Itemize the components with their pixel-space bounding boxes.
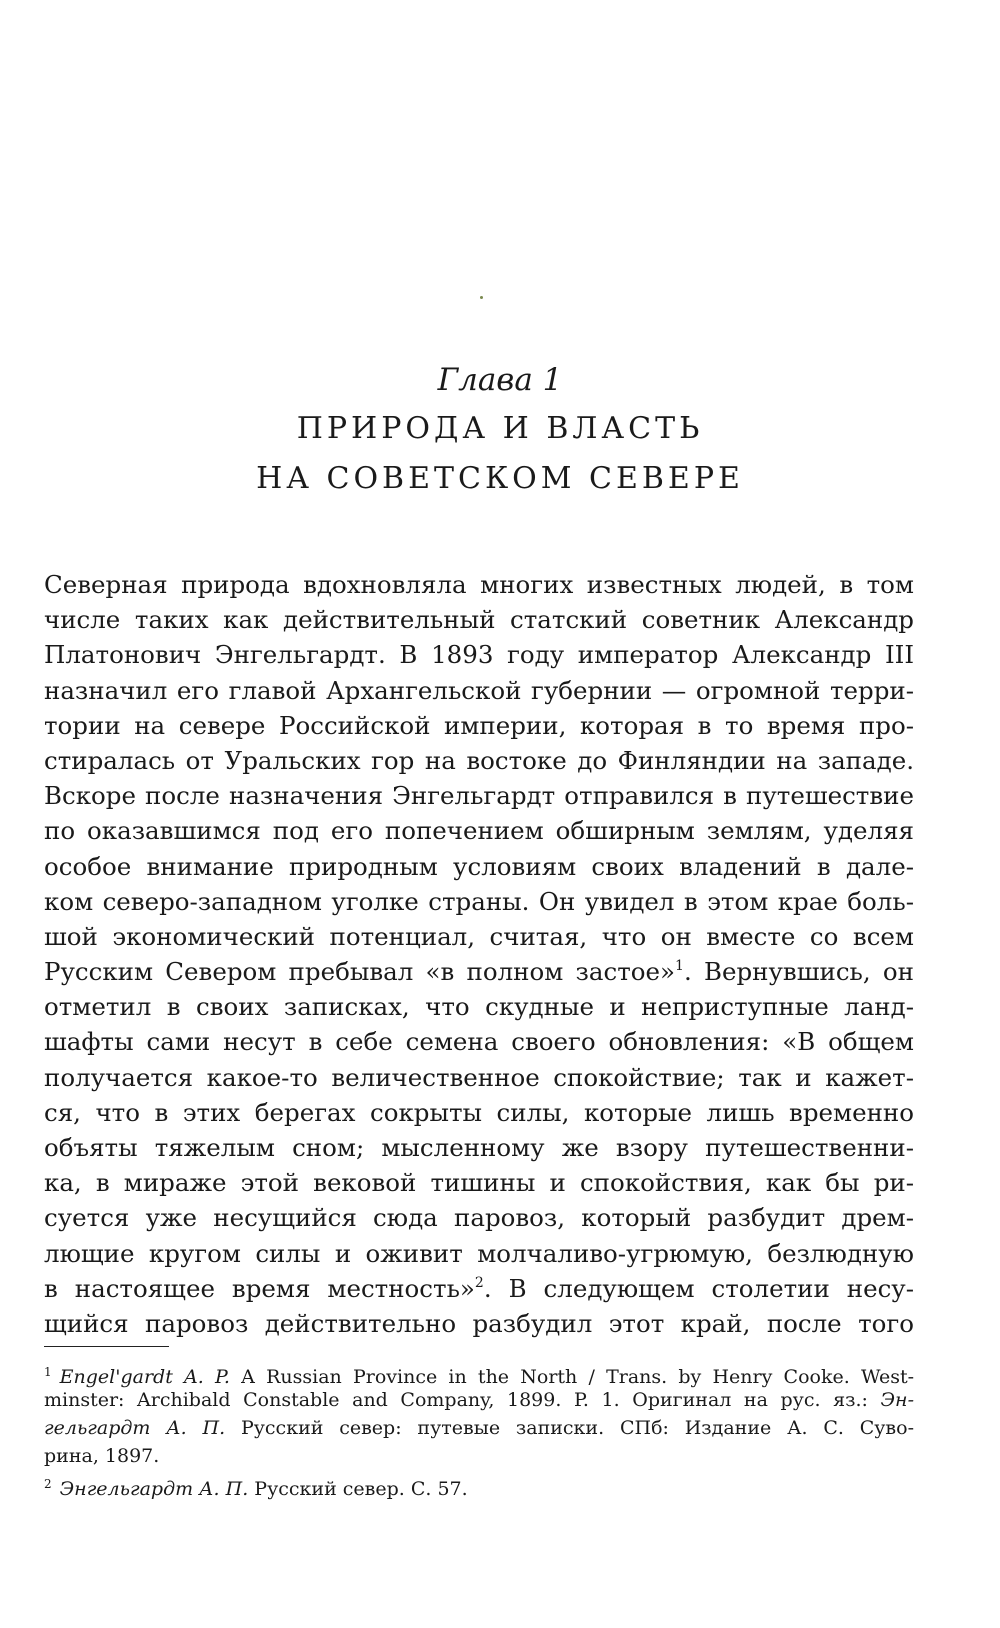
body-line: суется уже несущийся сюда паровоз, который разбудит дрем-	[44, 1203, 914, 1233]
footnote-2-line	[44, 1470, 914, 1498]
body-line: стиралась от Уральских гор на востоке до Финляндии на западе.	[44, 745, 914, 775]
print-speck	[480, 296, 483, 299]
footnote-ref-1[interactable]: 1	[675, 958, 684, 975]
body-line: ка, в мираже этой вековой тишины и спокойствия, как бы ри-	[44, 1168, 914, 1198]
footnote-author: Engel'gardt A. P.	[59, 1366, 230, 1388]
body-line: лющие кругом силы и оживит молчаливо-угрюмую, безлюдную	[44, 1238, 914, 1268]
footnote-ref-2[interactable]: 2	[474, 1274, 484, 1291]
body-line: Северная природа вдохновляла многих известных людей, в том	[44, 570, 914, 599]
body-line: по оказавшимся под его попечением обширным землям, уделяя	[44, 816, 914, 846]
body-line: особое внимание природным условиям своих владений в дале-	[44, 851, 914, 881]
footnote-text: Русский север. С. 57.	[248, 1478, 468, 1500]
body-line: ком северо-западном уголке страны. Он увидел в этом крае боль-	[44, 886, 914, 916]
body-line: шафты сами несут в себе семена своего обновления: «В общем	[44, 1027, 914, 1057]
footnote-divider	[44, 1346, 169, 1347]
body-text-segment: в настоящее время местность»	[44, 1273, 475, 1303]
body-text-segment: . В следующем столетии несу-	[483, 1273, 914, 1303]
footnote-author: гельгардт А. П.	[44, 1417, 226, 1439]
body-line: назначил его главой Архангельской губернии — огромной терри-	[44, 675, 914, 705]
body-line: объяты тяжелым сном; мысленному же взору путешественни-	[44, 1133, 914, 1162]
chapter-title	[0, 404, 1000, 504]
body-line-with-footnote-1	[44, 954, 914, 989]
footnote-text: minster: Archibald Constable and Company, 1899. P. 1. Оригинал на рус. яз.:	[44, 1389, 881, 1411]
body-line: числе таких как действительный статский советник Александр	[44, 605, 914, 635]
body-line: получается какое-то величественное спокойствие; так и кажет-	[44, 1062, 914, 1092]
footnote-author: Эн-	[880, 1389, 914, 1411]
body-line: отметил в своих записках, что скудные и неприступные ланд-	[44, 992, 914, 1022]
body-line: тории на севере Российской империи, которая в то время про-	[44, 710, 914, 740]
footnote-number: 2	[44, 1477, 52, 1491]
chapter-title-line-1: ПРИРОДА И ВЛАСТЬ	[296, 411, 704, 446]
chapter-label: Глава 1	[437, 362, 563, 398]
footnote-number: 1	[44, 1365, 52, 1379]
footnote-1-line	[44, 1414, 914, 1442]
body-line: ся, что в этих берегах сокрыты силы, которые лишь временно	[44, 1097, 914, 1127]
footnote-text: A Russian Province in the North / Trans. by Henry Cooke. West-	[229, 1366, 914, 1388]
body-text-segment: Русским Севером пребывал «в полном застое»	[44, 957, 676, 987]
footnote-1-line	[44, 1386, 914, 1414]
chapter-title-line-2: НА СОВЕТСКОМ СЕВЕРЕ	[256, 461, 744, 496]
body-line: щийся паровоз действительно разбудил этот край, после того	[44, 1308, 914, 1338]
footnote-1-line: рина, 1897.	[44, 1445, 160, 1467]
footnotes	[44, 1358, 914, 1498]
body-text-segment: . Вернувшись, он	[683, 957, 914, 987]
footnote-text: Русский север: путевые записки. СПб: Издание А. С. Суво-	[225, 1417, 914, 1439]
body-line: Платонович Энгельгардт. В 1893 году император Александр III	[44, 640, 914, 670]
body-text	[44, 567, 914, 1341]
body-line-with-footnote-2	[44, 1271, 914, 1306]
body-line: Вскоре после назначения Энгельгардт отправился в путешествие	[44, 781, 914, 811]
footnote-1-line	[44, 1358, 914, 1386]
body-line: шой экономический потенциал, считая, что он вместе со всем	[44, 921, 914, 951]
footnote-author: Энгельгардт А. П.	[59, 1478, 249, 1500]
